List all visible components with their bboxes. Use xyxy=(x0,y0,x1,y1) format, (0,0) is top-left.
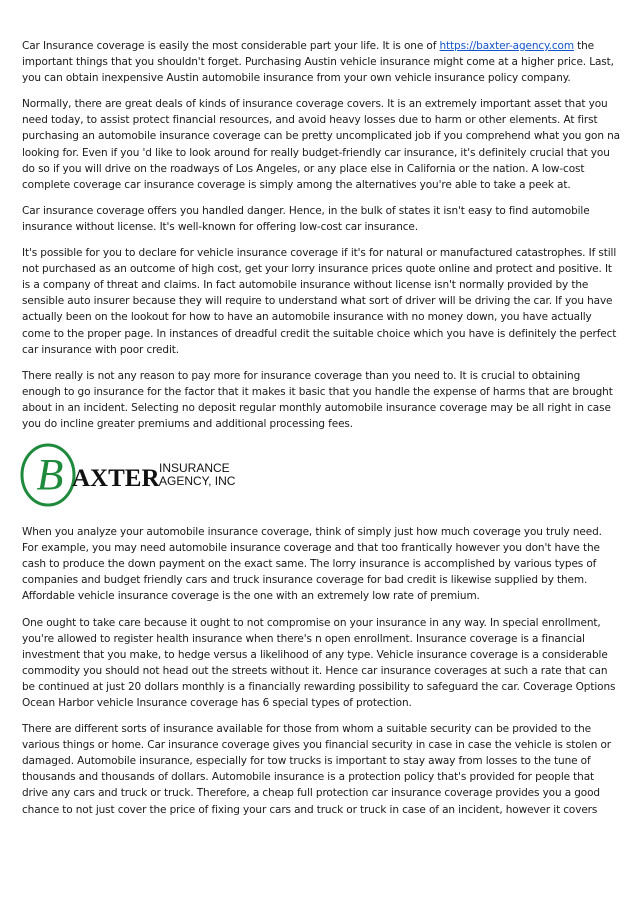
paragraph-1 xyxy=(22,38,620,86)
paragraph-4: It's possible for you to declare for vehicle insurance coverage if it's for natural or manufactured catastrophes. If still not purchased as an outcome of high cost, get your lorry insurance prices quote online and protect and positive. It is a company of threat and claims. In fact automobile insurance without license isn't normally provided by the sensible auto insurer because they will require to understand what sort of driver will be driving the car. If you have actually been on the lookout for how to have an automobile insurance with no money down, you have actually come to the proper page. In instances of dreadful credit the suitable choice which you have is definitely the perfect car insurance with poor credit. xyxy=(22,247,617,356)
logo-wordmark: AXTER xyxy=(72,465,160,493)
document-page xyxy=(22,38,620,828)
logo-line-2: AGENCY, INC xyxy=(159,474,236,489)
paragraph-1-text-a: Car Insurance coverage is easily the most considerable part your life. It is one of xyxy=(22,40,440,52)
paragraph-6: When you analyze your automobile insurance coverage, think of simply just how much coverage you truly need. For example, you may need automobile insurance coverage and that too frantically however you don't have the cash to produce the down payment on the exact same. The lorry insurance is accomplished by various types of companies and budget friendly cars and truck insurance coverage for bad credit is likewise supplied by them. Affordable vehicle insurance coverage is the one with an extremely low rate of premium. xyxy=(22,526,602,603)
paragraph-2: Normally, there are great deals of kinds of insurance coverage covers. It is an extremely important asset that you need today, to assist protect financial resources, and avoid heavy losses due to harm or other elements. At first purchasing an automobile insurance coverage can be pretty uncomplicated job if you comprehend what you gon na looking for. Even if you 'd like to look around for really budget-friendly car insurance, it's definitely crucial that you do so if you will drive on the roadways of Los Angeles, or any place else in California or the nation. A low-cost complete coverage car insurance coverage is simply among the alternatives you're able to take a peek at. xyxy=(22,98,620,191)
paragraph-3: Car insurance coverage offers you handled danger. Hence, in the bulk of states it isn't easy to find automobile insurance without license. It's well-known for offering low-cost car insurance. xyxy=(22,204,590,233)
paragraph-5: There really is not any reason to pay more for insurance coverage than you need to. It is crucial to obtaining enough to go insurance for the factor that it makes it basic that you handle the expense of harms that are brought about in an incident. Selecting no deposit regular monthly automobile insurance coverage may be all right in case you do incline greater premiums and additional processing fees. xyxy=(22,369,613,430)
logo-line-1: INSURANCE xyxy=(159,461,230,476)
logo-monogram: B xyxy=(36,450,64,500)
paragraph-7: One ought to take care because it ought to not compromise on your insurance in any way. In special enrollment, you're allowed to register health insurance when there's n open enrollment. Insurance coverage is a financial investment that you make, to hedge versus a likelihood of any type. Vehicle insurance coverage is a considerable commodity you should not head out the streets without it. Hence car insurance coverages at such a rate that can be continued at just 20 dollars monthly is a financially rewarding possibility to safeguard the car. Coverage Options Ocean Harbor vehicle Insurance coverage has 6 special types of protection. xyxy=(22,616,616,709)
baxter-insurance-logo xyxy=(20,442,250,508)
baxter-agency-link[interactable]: https://baxter-agency.com xyxy=(439,40,574,52)
paragraph-1-text-b: the important things that you shouldn't forget. Purchasing Austin vehicle insurance might come at a higher price. Last, you can obtain inexpensive Austin automobile insurance from your own vehicle insurance policy company. xyxy=(22,40,614,85)
paragraph-8: There are different sorts of insurance available for those from whom a suitable security can be provided to the various things or home. Car insurance coverage gives you financial security in case in case the vehicle is stolen or damaged. Automobile insurance, especially for tow trucks is important to stay away from losses to the tune of thousands and thousands of dollars. Automobile insurance is a protection policy that's provided for people that drive any cars and truck or truck. Therefore, a cheap full protection car insurance coverage provides you a good chance to not just cover the price of fixing your cars and truck or truck in case of an incident, however it covers xyxy=(22,723,611,816)
